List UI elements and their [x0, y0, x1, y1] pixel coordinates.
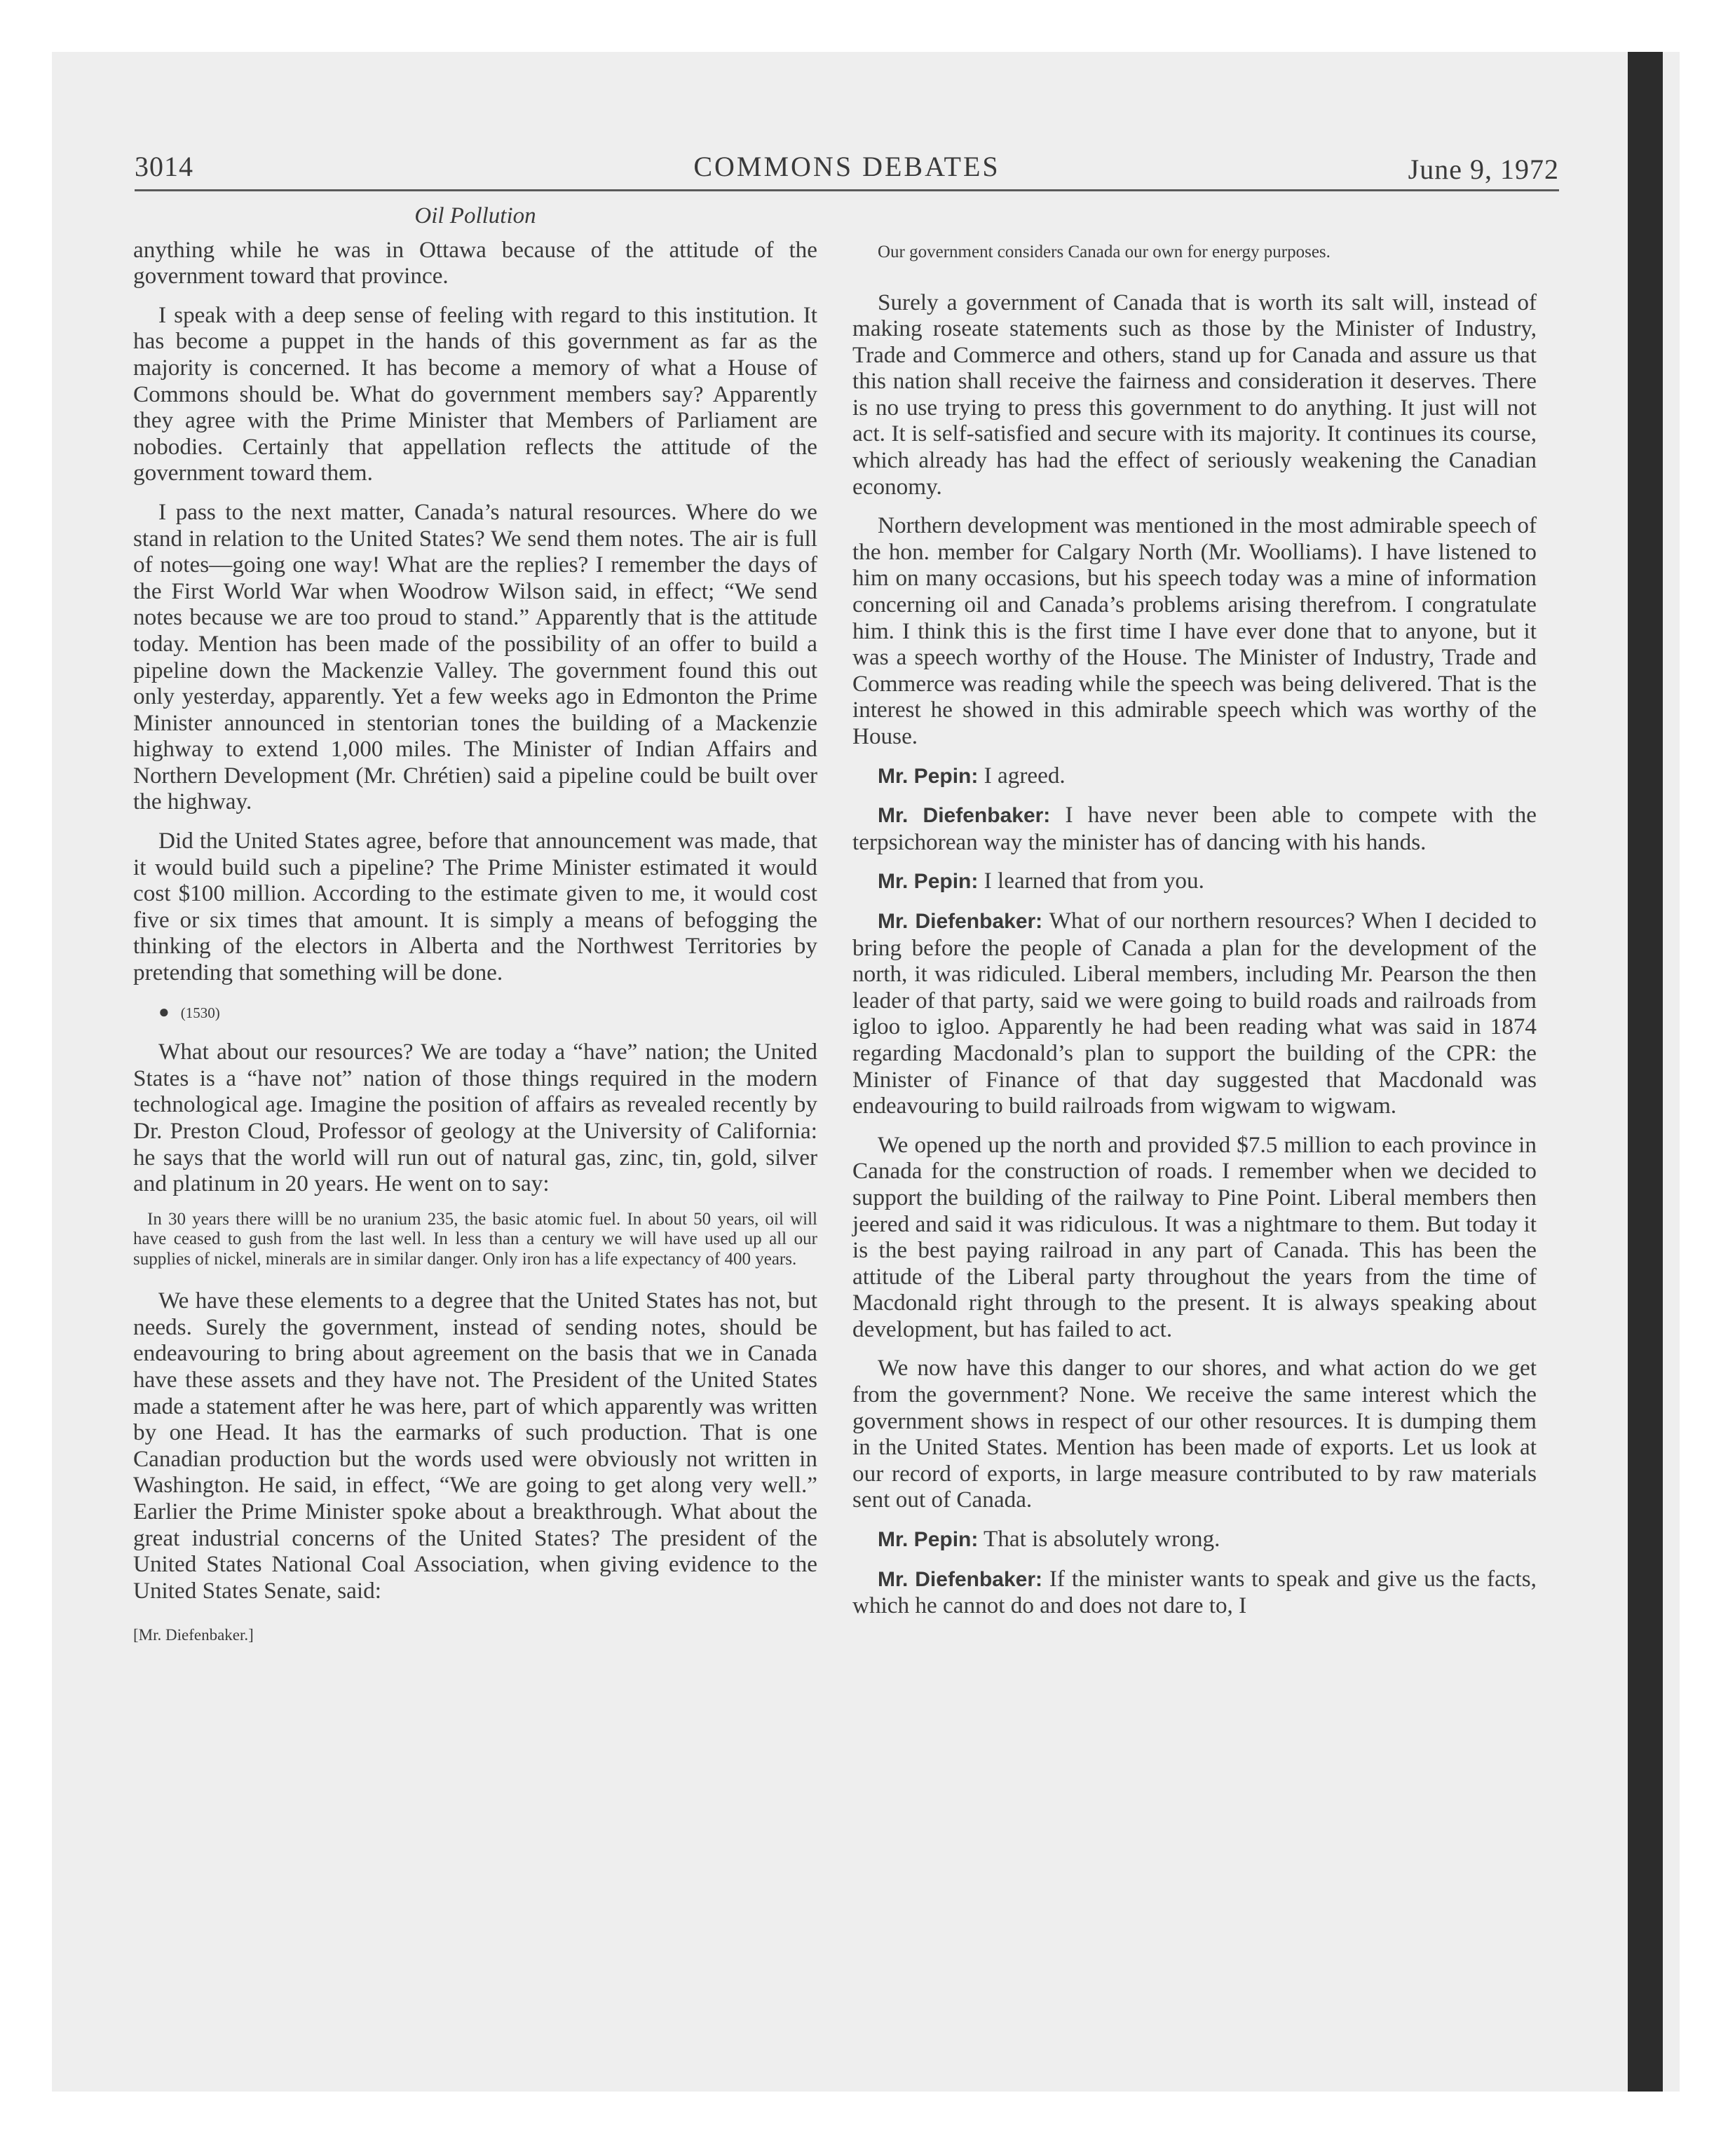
speaker-name: Mr. Pepin: — [878, 764, 979, 788]
running-head: COMMONS DEBATES — [693, 151, 1000, 182]
paragraph: Did the United States agree, before that announcement was made, that it would build such a pipeline? The Prime Minister estimated it would cost $100 million. According to the estimate given to me, it would cost five or six times that amount. It is simply a means of befogging the thinking of the electors in Alberta and the Northwest Territories by pretending that something will be done. — [133, 828, 817, 986]
paragraph: What about our resources? We are today a “have” nation; the United States is a “have not” nation of those things required in the modern technological age. Imagine the position of affairs as revealed recently by Dr. Preston Cloud, Professor of geology at the University of California: he says that the world will run out of natural gas, zinc, tin, gold, silver and platinum in 20 years. He went on to say: — [133, 1039, 817, 1197]
paragraph: I speak with a deep sense of feeling with regard to this institution. It has become a puppet in the hands of this government as far as the majority is concerned. It has become a memory of what a House of Commons should be. What do government members say? Apparently they agree with the Prime Minister that Members of Parliament are nobodies. Certainly that appellation reflects the attitude of the government toward them. — [133, 301, 817, 486]
time-marker — [133, 999, 817, 1027]
page-binding-edge — [1628, 52, 1663, 2092]
paragraph: Northern development was mentioned in the most admirable speech of the hon. member for Calgary North (Mr. Woolliams). I have listened to him on many occasions, but his speech today was a mine of information concerning oil and Canada’s problems arising therefrom. I congratulate him. I think this is the first time I have ever done that to anyone, but it was a speech worthy of the House. The Minister of Industry, Trade and Commerce was reading while the speech was being delivered. That is the interest he showed in this admirable speech which was worthy of the House. — [852, 512, 1537, 749]
speaker-name: Mr. Diefenbaker: — [878, 909, 1043, 933]
speech-text: If the minister wants to speak and give us the facts, which he cannot do and does not dare to, I — [852, 1565, 1537, 1619]
block-quote: Our government considers Canada our own for energy purposes. — [878, 243, 1331, 261]
speech — [852, 1566, 1537, 1619]
speaker-name: Mr. Diefenbaker: — [878, 1567, 1042, 1591]
speech-text: I learned that from you. — [978, 868, 1204, 894]
paragraph: We have these elements to a degree that the United States has not, but needs. Surely the government, instead of sending notes, should be endeavouring to bring about agreement on the basis that we in Canada have these assets and they have not. The President of the United States made a statement after he was here, part of which apparently was written by one Head. It has the earmarks of such production. That is one Canadian production but the words used were obviously not written in Washington. He said, in effect, “We are going to get along very well.” Earlier the Prime Minister spoke about a breakthrough. What about the great industrial concerns of the United States? The president of the United States National Coal Association, when giving evidence to the United States Senate, said: — [133, 1288, 817, 1604]
speech-text: I have never been able to compete with the terpsichorean way the minister has of dancing with his hands. — [852, 802, 1537, 855]
bullet-icon: ● — [158, 1001, 170, 1022]
paragraph: Surely a government of Canada that is worth its salt will, instead of making roseate statements such as those by the Minister of Industry, Trade and Commerce and others, stand up for Canada and assure us that this nation shall receive the fairness and consideration it deserves. There is no use trying to press this government to do anything. It just will not act. It is self-satisfied and secure with its majority. It continues its course, which already has had the effect of seriously weakening the Canadian economy. — [852, 289, 1537, 500]
speech-text: What of our northern resources? When I decided to bring before the people of Canada a plan for the development of the north, it was ridiculed. Liberal members, including Mr. Pearson the then leader of that party, said we were going to build roads and railroads from igloo to igloo. Apparently he had been reading what was said in 1874 regarding Macdonald’s plan to support the building of the CPR: the Minister of Finance of that day suggested that Macdonald was endeavouring to build railroads from wigwam to wigwam. — [852, 907, 1537, 1119]
speaker-name: Mr. Pepin: — [878, 870, 979, 894]
paragraph: anything while he was in Ottawa because of the attitude of the government toward that province. — [133, 236, 817, 289]
page-header — [135, 150, 1559, 191]
paragraph: We now have this danger to our shores, and what action do we get from the government? None. We receive the same interest which the government shows in respect of our other resources. It is dumping them in the United States. Mention has been made of exports. Let us look at our record of exports, in large measure contributed to by raw materials sent out of Canada. — [852, 1355, 1537, 1513]
speech — [852, 763, 1537, 790]
paragraph: I pass to the next matter, Canada’s natural resources. Where do we stand in relation to the United States? We send them notes. The air is full of notes—going one way! What are the replies? I remember the days of the First World War when Woodrow Wilson said, in effect; “We send notes because we are too proud to stand.” Apparently that is the attitude today. Mention has been made of the possibility of an offer to build a pipeline down the Mackenzie Valley. The government found this out only yesterday, apparently. Yet a few weeks ago in Edmonton the Prime Minister announced in stentorian tones the building of a Mackenzie highway to extend 1,000 miles. The Minister of Indian Affairs and Northern Development (Mr. Chrétien) said a pipeline could be built over the highway. — [133, 498, 817, 815]
speaker-name: Mr. Pepin: — [878, 1528, 979, 1552]
block-quote: In 30 years there willl be no uranium 235, the basic atomic fuel. In about 50 years, oil will have ceased to gush from the last well. In less than a century we will have used up all our supplies of nickel, minerals are in similar danger. Only iron has a life expectancy of 400 years. — [133, 1209, 817, 1269]
speech — [852, 868, 1537, 895]
speaker-name: Mr. Diefenbaker: — [878, 804, 1051, 828]
time-marker-text: (1530) — [180, 1004, 220, 1021]
speech — [852, 802, 1537, 855]
speech — [852, 908, 1537, 1119]
speaker-footnote: [Mr. Diefenbaker.] — [133, 1626, 254, 1644]
header-date: June 9, 1972 — [1408, 153, 1559, 185]
left-column — [133, 203, 817, 1649]
section-title: Oil Pollution — [414, 203, 536, 228]
speech-text: That is absolutely wrong. — [978, 1526, 1220, 1553]
speech — [852, 1526, 1537, 1553]
paragraph: We opened up the north and provided $7.5 million to each province in Canada for the construction of roads. I remember when we decided to support the building of the railway to Pine Point. Liberal members then jeered and said it was ridiculous. It was a nightmare to them. But today it is the best paying railroad in any part of Canada. This has been the attitude of the Liberal party throughout the years from the time of Macdonald right through to the present. It is always speaking about development, but has failed to act. — [852, 1131, 1537, 1342]
page-number: 3014 — [135, 151, 193, 182]
right-column — [852, 243, 1537, 1632]
speech-text: I agreed. — [978, 762, 1066, 789]
